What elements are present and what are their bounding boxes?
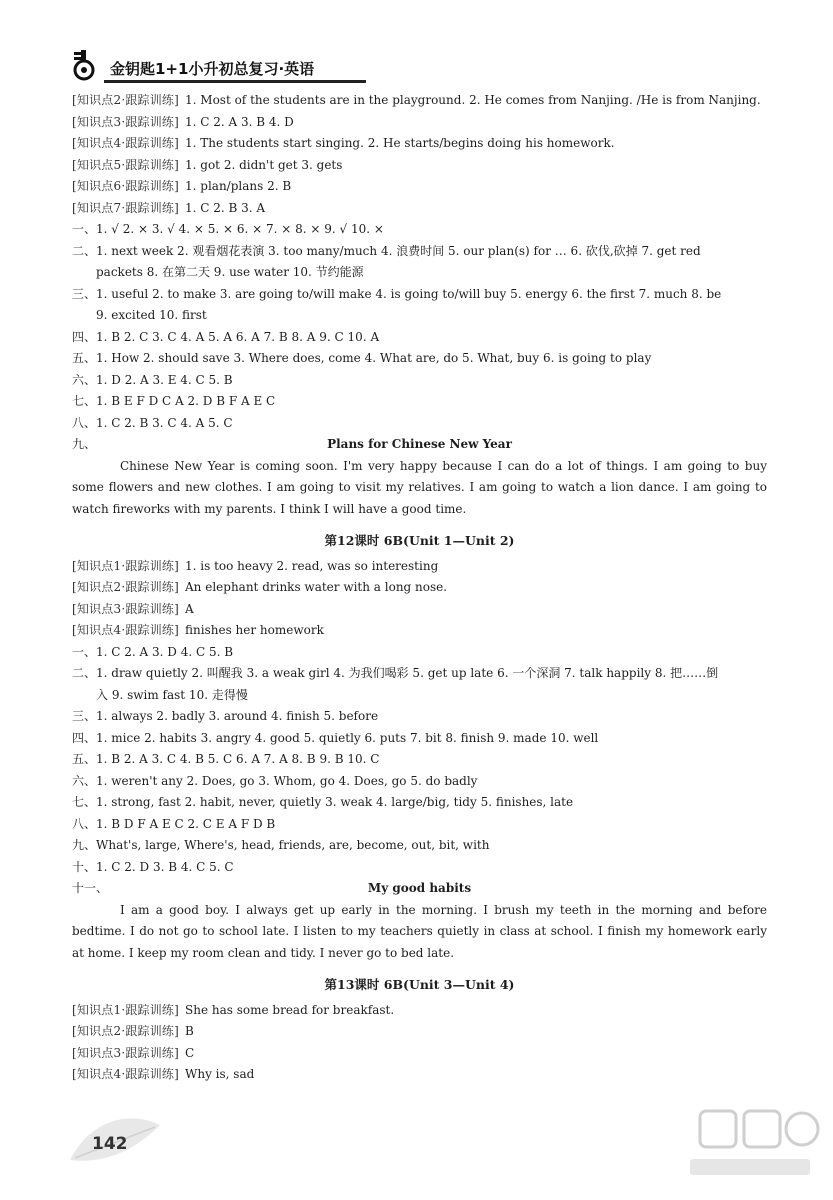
lesson-13-line [72, 1000, 767, 1022]
lesson-12-line [72, 814, 767, 836]
answer-text: C [185, 1045, 195, 1060]
answer-text: 1. Most of the students are in the playground. 2. He comes from Nanjing. /He is from Nanjing. [185, 93, 761, 107]
knowledge-point-label: [知识点2·跟踪训练] [72, 93, 180, 107]
answers-block-1-line [72, 219, 767, 241]
answer-content [72, 90, 767, 1086]
answers-block-1-line [72, 391, 767, 413]
essay-2-title: My good habits [367, 881, 472, 895]
essay-1-number: 九、 [72, 437, 97, 451]
lesson-13-line [72, 1043, 767, 1065]
essay-1-body: Chinese New Year is coming soon. I'm very happy because I can do a lot of things. I am going to buy some flowers and new clothes. I am going to visit my relatives. I am going to watch a lion dance. I am going to watch fireworks with my parents. I think I will have a good time. [72, 458, 767, 516]
answers-block-1-line [72, 370, 767, 392]
lesson-13-line [72, 1064, 767, 1086]
knowledge-point-label: [知识点1·跟踪训练] [72, 1002, 180, 1017]
answer-text: 八、1. B D F A E C 2. C E A F D B [72, 816, 276, 831]
answer-text: 1. plan/plans 2. B [185, 179, 292, 193]
answer-text: 9. excited 10. first [96, 308, 207, 322]
answers-block-1 [72, 90, 767, 434]
lesson-12-line [72, 663, 767, 685]
knowledge-point-label: [知识点5·跟踪训练] [72, 157, 180, 172]
knowledge-point-label: [知识点4·跟踪训练] [72, 623, 180, 637]
lesson-12-line [72, 728, 767, 750]
knowledge-point-label: [知识点3·跟踪训练] [72, 114, 180, 129]
answers-block-1-line [72, 348, 767, 370]
answer-text: 1. The students start singing. 2. He starts/begins doing his homework. [185, 136, 615, 150]
answer-text: 七、1. strong, fast 2. habit, never, quietly 3. weak 4. large/big, tidy 5. finishes, late [72, 795, 574, 809]
lesson-12-line [72, 642, 767, 664]
answer-text: 四、1. B 2. C 3. C 4. A 5. A 6. A 7. B 8. A 9. C 10. A [72, 329, 380, 344]
answers-block-1-line [72, 155, 767, 177]
lesson-12-line [72, 620, 767, 642]
lesson-12-line [72, 706, 767, 728]
answer-text: 六、1. D 2. A 3. E 4. C 5. B [72, 372, 233, 387]
answer-text: 七、1. B E F D C A 2. D B F A E C [72, 394, 276, 408]
answer-text: A [185, 601, 194, 616]
lesson-12-line [72, 749, 767, 771]
essay-1-title: Plans for Chinese New Year [327, 437, 512, 451]
answer-text: 1. C 2. B 3. A [185, 200, 266, 215]
answer-text: An elephant drinks water with a long nose. [185, 580, 448, 594]
answer-text: B [185, 1024, 194, 1038]
essay-2-body: I am a good boy. I always get up early in the morning. I brush my teeth in the morning and before bedtime. I do not go to school late. I listen to my teachers quietly in class at school. I finish my homework early at home. I keep my room clean and tidy. I never go to bed late. [72, 902, 767, 960]
answer-text: 1. is too heavy 2. read, was so interesting [185, 558, 439, 573]
lesson-12-line [72, 577, 767, 599]
knowledge-point-label: [知识点1·跟踪训练] [72, 558, 180, 573]
answer-text: 1. C 2. A 3. B 4. D [185, 114, 294, 129]
lesson-12-line [72, 835, 767, 857]
answer-text: 九、What's, large, Where's, head, friends, are, become, out, bit, with [72, 838, 490, 852]
answers-block-1-line [72, 305, 767, 327]
answer-text: 二、1. draw quietly 2. 叫醒我 3. a weak girl 4. 为我们喝彩 5. get up late 6. 一个深洞 7. talk happily 8. 把……倒 [72, 666, 719, 680]
essay-2-number: 十一、 [72, 881, 109, 895]
lesson-13-line [72, 1021, 767, 1043]
golden-key-icon [70, 48, 110, 82]
answers-block-1-line [72, 241, 767, 263]
knowledge-point-label: [知识点3·跟踪训练] [72, 1045, 180, 1060]
answer-text: 一、1. √ 2. × 3. √ 4. × 5. × 6. × 7. × 8. × 9. √ 10. × [72, 222, 384, 236]
lesson-13-heading: 第13课时 6B(Unit 3—Unit 4) [324, 977, 515, 992]
lesson-12-heading: 第12课时 6B(Unit 1—Unit 2) [324, 533, 515, 548]
answer-text: 1. got 2. didn't get 3. gets [185, 157, 343, 172]
knowledge-point-label: [知识点4·跟踪训练] [72, 1067, 180, 1081]
page-header [70, 48, 370, 82]
watermark-logo-icon [680, 1105, 820, 1185]
essay-1-heading [72, 434, 767, 456]
answer-text: 入 9. swim fast 10. 走得慢 [96, 687, 248, 702]
answers-block-1-line [72, 112, 767, 134]
book-title: 金钥匙1+1小升初总复习·英语 [110, 60, 315, 78]
answer-text: 二、1. next week 2. 观看烟花表演 3. too many/much 4. 浪费时间 5. our plan(s) for … 6. 砍伐,砍掉 7. get red [72, 243, 701, 258]
answers-lesson-12 [72, 556, 767, 879]
answers-block-1-line [72, 176, 767, 198]
header-underline [104, 80, 366, 83]
page-number: 142 [92, 1134, 128, 1154]
knowledge-point-label: [知识点7·跟踪训练] [72, 200, 180, 215]
lesson-12-line [72, 556, 767, 578]
answer-text: 三、1. always 2. badly 3. around 4. finish 5. before [72, 709, 379, 723]
answers-block-1-line [72, 262, 767, 284]
answer-text: Why is, sad [185, 1067, 255, 1081]
answers-block-1-line [72, 133, 767, 155]
answer-text: 一、1. C 2. A 3. D 4. C 5. B [72, 644, 234, 659]
answer-text: 十、1. C 2. D 3. B 4. C 5. C [72, 859, 234, 874]
lesson-12-line [72, 685, 767, 707]
answer-text: 四、1. mice 2. habits 3. angry 4. good 5. quietly 6. puts 7. bit 8. finish 9. made 10. well [72, 730, 599, 745]
answer-text: packets 8. 在第二天 9. use water 10. 节约能源 [96, 265, 364, 279]
answers-block-1-line [72, 90, 767, 112]
answer-text: 五、1. How 2. should save 3. Where does, come 4. What are, do 5. What, buy 6. is going to play [72, 351, 652, 365]
answer-text: finishes her homework [185, 623, 324, 637]
answers-block-1-line [72, 198, 767, 220]
lesson-12-line [72, 857, 767, 879]
knowledge-point-label: [知识点6·跟踪训练] [72, 179, 180, 193]
answer-text: 五、1. B 2. A 3. C 4. B 5. C 6. A 7. A 8. B 9. B 10. C [72, 752, 380, 766]
answers-lesson-13 [72, 1000, 767, 1086]
knowledge-point-label: [知识点2·跟踪训练] [72, 1024, 180, 1038]
lesson-12-line [72, 599, 767, 621]
essay-2-heading [72, 878, 767, 900]
answers-block-1-line [72, 284, 767, 306]
answer-text: 三、1. useful 2. to make 3. are going to/will make 4. is going to/will buy 5. energy 6. the first 7. much 8. be [72, 286, 722, 301]
answers-block-1-line [72, 413, 767, 435]
knowledge-point-label: [知识点2·跟踪训练] [72, 580, 180, 594]
lesson-12-line [72, 792, 767, 814]
answer-text: 八、1. C 2. B 3. C 4. A 5. C [72, 415, 233, 430]
knowledge-point-label: [知识点3·跟踪训练] [72, 601, 180, 616]
lesson-12-line [72, 771, 767, 793]
knowledge-point-label: [知识点4·跟踪训练] [72, 136, 180, 150]
answer-text: She has some bread for breakfast. [185, 1002, 395, 1017]
answer-text: 六、1. weren't any 2. Does, go 3. Whom, go 4. Does, go 5. do badly [72, 773, 478, 788]
answers-block-1-line [72, 327, 767, 349]
